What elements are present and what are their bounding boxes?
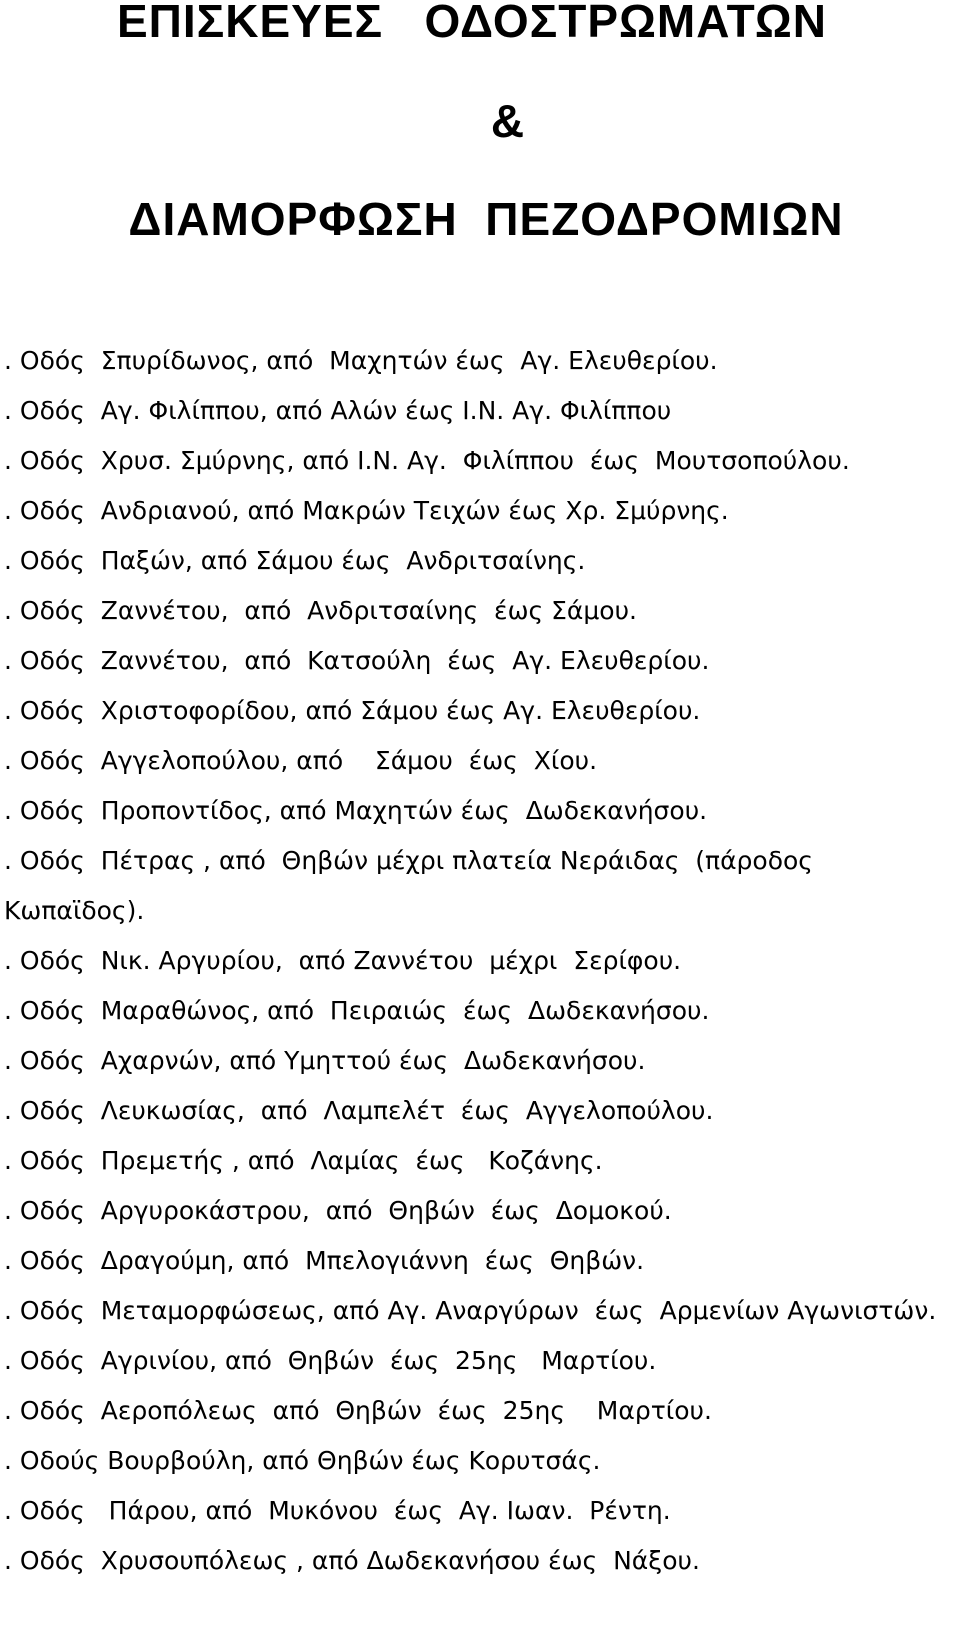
street-item: . Οδός Αγγελοπούλου, από Σάμου έως Χίου. xyxy=(4,746,598,775)
street-item: . Οδός Μαραθώνος, από Πειραιώς έως Δωδεκανήσου. xyxy=(4,996,710,1025)
document-title-line-2: ΔΙΑΜΟΡΦΩΣΗ ΠΕΖΟΔΡΟΜΙΩΝ xyxy=(128,193,844,245)
street-item: . Οδός Αγρινίου, από Θηβών έως 25ης Μαρτίου. xyxy=(4,1346,657,1375)
street-item: . Οδός Πάρου, από Μυκόνου έως Αγ. Ιωαν. Ρέντη. xyxy=(4,1496,671,1525)
document-title-line-1: ΕΠΙΣΚΕΥΕΣ ΟΔΟΣΤΡΩΜΑΤΩΝ xyxy=(116,0,827,47)
street-item: . Οδός Αχαρνών, από Υμηττού έως Δωδεκανήσου. xyxy=(4,1046,646,1075)
street-item: . Οδός Αγ. Φιλίππου, από Αλών έως Ι.Ν. Αγ. Φιλίππου xyxy=(4,396,672,425)
document-title-ampersand: & xyxy=(490,95,526,147)
street-item: . Οδός Ζαννέτου, από Ανδριτσαίνης έως Σάμου. xyxy=(4,596,638,625)
street-item: . Οδός Λευκωσίας, από Λαμπελέτ έως Αγγελοπούλου. xyxy=(4,1096,714,1125)
street-item: . Οδός Πέτρας , από Θηβών μέχρι πλατεία Νεράιδας (πάροδος Κωπαϊδος). xyxy=(4,846,821,925)
street-item: . Οδός Πρεμετής , από Λαμίας έως Κοζάνης. xyxy=(4,1146,603,1175)
street-item: . Οδός Χρυσουπόλεως , από Δωδεκανήσου έως Νάξου. xyxy=(4,1546,700,1575)
street-item: . Οδός Αργυροκάστρου, από Θηβών έως Δομοκού. xyxy=(4,1196,672,1225)
street-item: . Οδός Ζαννέτου, από Κατσούλη έως Αγ. Ελευθερίου. xyxy=(4,646,710,675)
street-item: . Οδός Μεταμορφώσεως, από Αγ. Αναργύρων έως Αρμενίων Αγωνιστών. xyxy=(4,1296,937,1325)
street-list xyxy=(4,336,954,1586)
street-item: . Οδός Νικ. Αργυρίου, από Ζαννέτου μέχρι Σερίφου. xyxy=(4,946,682,975)
street-item: . Οδός Χριστοφορίδου, από Σάμου έως Αγ. Ελευθερίου. xyxy=(4,696,701,725)
street-item: . Οδός Ανδριανού, από Μακρών Τειχών έως Χρ. Σμύρνης. xyxy=(4,496,729,525)
street-item: . Οδούς Βουρβούλη, από Θηβών έως Κορυτσάς. xyxy=(4,1446,601,1475)
street-item: . Οδός Προποντίδος, από Μαχητών έως Δωδεκανήσου. xyxy=(4,796,708,825)
street-item: . Οδός Αεροπόλεως από Θηβών έως 25ης Μαρτίου. xyxy=(4,1396,712,1425)
street-item: . Οδός Παξών, από Σάμου έως Ανδριτσαίνης. xyxy=(4,546,586,575)
street-item: . Οδός Σπυρίδωνος, από Μαχητών έως Αγ. Ελευθερίου. xyxy=(4,346,718,375)
street-item: . Οδός Δραγούμη, από Μπελογιάννη έως Θηβών. xyxy=(4,1246,645,1275)
street-item: . Οδός Χρυσ. Σμύρνης, από Ι.Ν. Αγ. Φιλίππου έως Μουτσοπούλου. xyxy=(4,446,850,475)
